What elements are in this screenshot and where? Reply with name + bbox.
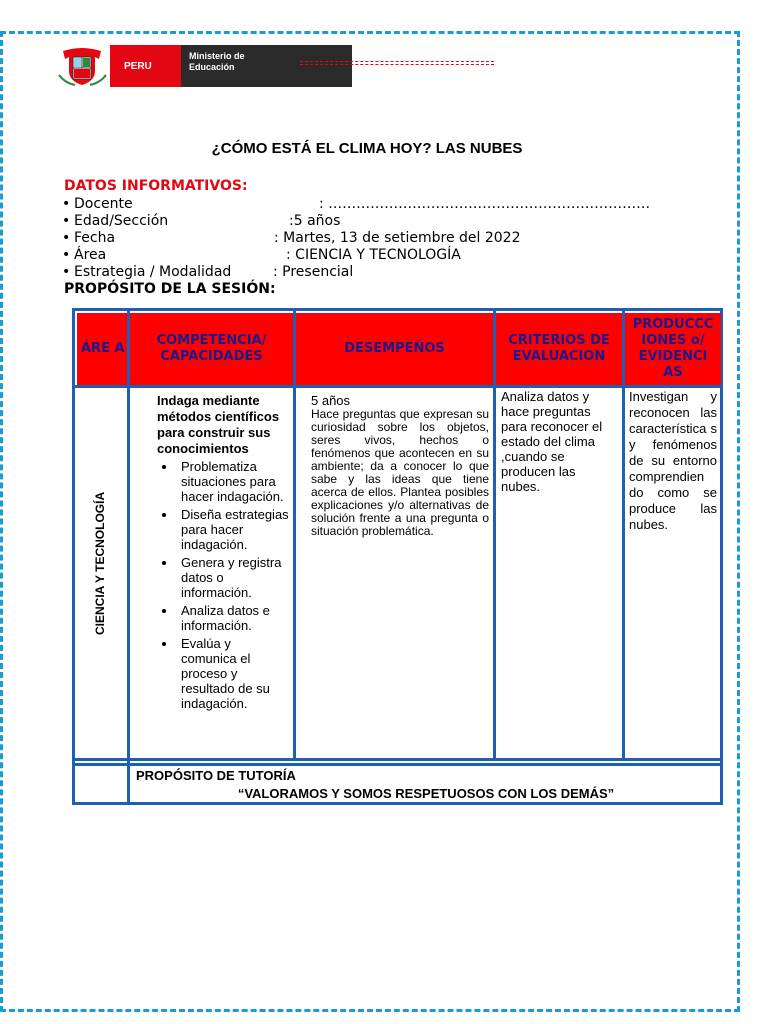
datos-value: : Presencial — [273, 264, 354, 280]
datos-label: Fecha — [74, 230, 116, 246]
capacidad-item: • Diseña estrategias para hacer indagación. — [177, 507, 289, 552]
bullet-icon: • — [62, 230, 71, 246]
capacidad-item: • Genera y registra datos o información. — [177, 555, 289, 600]
desempeno-age: 5 años — [311, 393, 351, 408]
table-hline-body-2 — [75, 763, 720, 766]
table-hline-body — [75, 758, 720, 761]
session-table — [72, 308, 723, 805]
table-vline-2 — [293, 311, 296, 758]
datos-label: Estrategia / Modalidad — [74, 264, 232, 280]
datos-value: : …………………………………………………………… — [319, 196, 651, 212]
datos-label: Edad/Sección — [74, 213, 169, 229]
bullet-icon: • — [62, 264, 71, 280]
peru-coat-of-arms-icon — [55, 45, 110, 87]
ministry-line-2: Educación — [189, 62, 235, 72]
capacidad-item: • Analiza datos e información. — [177, 603, 289, 633]
peru-label: PERU — [110, 45, 181, 87]
datos-value: : Martes, 13 de setiembre del 2022 — [274, 230, 521, 246]
ministry-label — [181, 45, 352, 87]
capacidad-item: • Evalúa y comunica el proceso y resultado de su indagación. — [177, 636, 289, 711]
table-vline-4 — [622, 311, 625, 758]
capacidad-item: • Problematiza situaciones para hacer indagación. — [177, 459, 289, 504]
area-value: CIENCIA Y TECNOLOGÍA — [93, 491, 107, 635]
bullet-icon: • — [62, 213, 71, 229]
table-vline-3 — [493, 311, 496, 758]
datos-value: :5 años — [289, 213, 341, 229]
header-competencia: COMPETENCIA/ CAPACIDADES — [130, 313, 293, 385]
tutoria-text: “VALORAMOS Y SOMOS RESPETUOSOS CON LOS DEMÁS” — [237, 786, 615, 801]
datos-label: Docente — [74, 196, 133, 212]
desempeno-text: Hace preguntas que expresan su curiosidad sobre los objetos, seres vivos, hechos o fenómenos que acontecen en su ambiente; da a conocer lo que sabe y las ideas que tiene acerca de ellos. Plantea posibles explicaciones y/o alternativas de solución frente a una pregunta o situación problemática. — [311, 407, 489, 538]
criterios-cell — [501, 389, 617, 494]
header-desempenos: DESEMPEÑOS — [296, 313, 493, 385]
competencia-title: Indaga mediante métodos científicos para construir sus conocimientos — [157, 393, 280, 456]
ministry-logo — [55, 45, 352, 87]
datos-value: : CIENCIA Y TECNOLOGÍA — [286, 247, 461, 263]
table-hline-header — [75, 385, 720, 388]
bullet-icon: • — [62, 247, 71, 263]
evidencias-cell — [629, 389, 717, 533]
header-producciones: PRODUCCC IONES o/ EVIDENCI AS — [625, 313, 721, 385]
proposito-heading: PROPÓSITO DE LA SESIÓN: — [64, 281, 276, 297]
datos-heading: DATOS INFORMATIVOS: — [64, 178, 248, 194]
criterio-text: Analiza datos y hace preguntas para reconocer el estado del clima ,cuando se producen las nubes. — [501, 389, 603, 494]
datos-label: Área — [74, 247, 107, 263]
header-red-line-2 — [300, 64, 494, 65]
tutoria-title: PROPÓSITO DE TUTORÍA — [136, 768, 296, 783]
header-criterios: CRITERIOS DE EVALUACION — [496, 313, 622, 385]
competencia-cell — [157, 393, 289, 714]
header-red-line — [300, 61, 494, 62]
desempenos-cell — [311, 393, 489, 538]
page-title: ¿CÓMO ESTÁ EL CLIMA HOY? LAS NUBES — [211, 140, 523, 157]
bullet-icon: • — [62, 196, 71, 212]
evidencia-text: Investigan y reconocen las característica s y fenómenos de su entorno comprendien do como se produce las nubes. — [629, 389, 717, 532]
capacidades-list — [157, 459, 289, 711]
ministry-line-1: Ministerio de — [189, 51, 245, 61]
tutoria-cell — [136, 768, 716, 801]
header-area: ÁRE A — [77, 313, 127, 385]
